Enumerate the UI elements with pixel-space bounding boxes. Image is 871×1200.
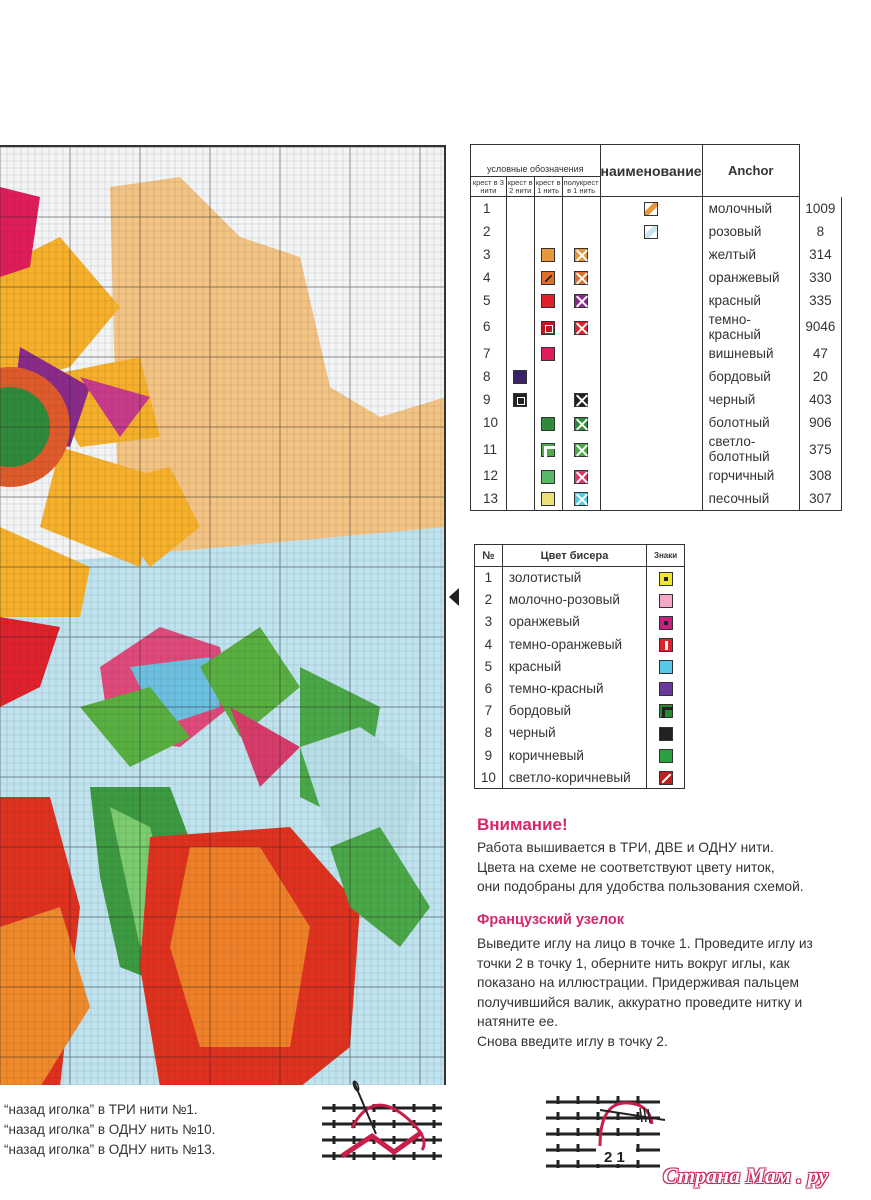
- bead-color-name: оранжевый: [502, 611, 646, 633]
- bead-sign-icon: [659, 616, 673, 630]
- bead-sign-cell: [647, 611, 685, 633]
- thread-number: 5: [471, 289, 507, 312]
- symbol-cell: [562, 487, 600, 510]
- anchor-column-header: Anchor: [702, 145, 799, 197]
- bead-sign-cell: [647, 766, 685, 788]
- anchor-number: 330: [799, 266, 841, 289]
- symbol-cell: [534, 487, 562, 510]
- bead-sign-cell: [647, 633, 685, 655]
- bead-row: [475, 744, 685, 766]
- bead-signs-header: Знаки: [647, 545, 685, 567]
- bead-number: 5: [475, 655, 503, 677]
- thread-name: оранжевый: [702, 266, 799, 289]
- symbol-cell: [534, 220, 562, 243]
- thread-name: горчичный: [702, 464, 799, 487]
- bead-color-name: коричневый: [502, 744, 646, 766]
- symbol-cell: [534, 342, 562, 365]
- bead-color-name: светло-коричневый: [502, 766, 646, 788]
- backstitch-diagram: [312, 1078, 452, 1178]
- text-line: они подобраны для удобства пользования схемой.: [477, 879, 804, 894]
- bead-number: 3: [475, 611, 503, 633]
- anchor-number: 307: [799, 487, 841, 510]
- anchor-number: 20: [799, 365, 841, 388]
- stitch-symbol-icon: [574, 492, 588, 506]
- bead-sign-cell: [647, 744, 685, 766]
- text-line: получившийся валик, аккуратно проведите нитку и: [477, 994, 803, 1010]
- anchor-number: 403: [799, 388, 841, 411]
- bead-sign-cell: [647, 589, 685, 611]
- thread-row: [471, 266, 842, 289]
- text-line: точки 2 в точку 1, оберните нить вокруг иглы, как: [477, 955, 790, 971]
- stitch-symbol-icon: [541, 417, 555, 431]
- bead-row: [475, 766, 685, 788]
- text-line: Работа вышивается в ТРИ, ДВЕ и ОДНУ нити.: [477, 840, 774, 855]
- bead-color-name: молочно-розовый: [502, 589, 646, 611]
- symbol-cell: [534, 388, 562, 411]
- thread-key-table: [470, 144, 842, 511]
- stitch-symbol-icon: [574, 271, 588, 285]
- thread-name: светло-болотный: [702, 434, 799, 464]
- symbol-cell: [506, 289, 534, 312]
- bead-number: 6: [475, 677, 503, 699]
- symbol-cell: [562, 388, 600, 411]
- symbol-cell: [562, 411, 600, 434]
- col-2-threads-header: крест в 2 нити: [507, 177, 533, 195]
- bead-row: [475, 677, 685, 699]
- symbol-cell: [562, 342, 600, 365]
- center-arrow-icon: [449, 588, 459, 606]
- stitch-symbol-icon: [574, 417, 588, 431]
- symbol-cell: [562, 197, 600, 220]
- stitch-symbol-icon: [541, 492, 555, 506]
- thread-number: 1: [471, 197, 507, 220]
- pattern-grid: [0, 147, 446, 1085]
- symbol-cell: [562, 434, 600, 464]
- symbol-cell: [600, 411, 702, 434]
- thread-name: красный: [702, 289, 799, 312]
- symbol-cell: [506, 197, 534, 220]
- bead-number: 2: [475, 589, 503, 611]
- thread-row: [471, 312, 842, 342]
- bead-row: [475, 655, 685, 677]
- bead-color-name: золотистый: [502, 567, 646, 589]
- stitch-symbol-icon: [541, 271, 555, 285]
- bead-sign-cell: [647, 722, 685, 744]
- anchor-number: 308: [799, 464, 841, 487]
- stitch-symbol-icon: [541, 248, 555, 262]
- bead-number: 4: [475, 633, 503, 655]
- anchor-number: 314: [799, 243, 841, 266]
- thread-row: [471, 197, 842, 220]
- thread-number: 4: [471, 266, 507, 289]
- symbol-cell: [506, 487, 534, 510]
- bead-sign-icon: [659, 660, 673, 674]
- bead-row: [475, 700, 685, 722]
- symbol-cell: [600, 243, 702, 266]
- bead-row: [475, 567, 685, 589]
- thread-number: 2: [471, 220, 507, 243]
- bead-sign-cell: [647, 567, 685, 589]
- bead-sign-cell: [647, 655, 685, 677]
- symbol-cell: [506, 434, 534, 464]
- symbol-cell: [506, 220, 534, 243]
- anchor-number: 8: [799, 220, 841, 243]
- bead-number: 8: [475, 722, 503, 744]
- bead-num-header: №: [475, 545, 503, 567]
- thread-name: розовый: [702, 220, 799, 243]
- attention-title: Внимание!: [477, 815, 568, 834]
- stitch-symbol-icon: [574, 294, 588, 308]
- anchor-number: 1009: [799, 197, 841, 220]
- text-line: Цвета на схеме не соответствуют цвету ниток,: [477, 859, 775, 875]
- symbol-cell: [600, 464, 702, 487]
- bead-row: [475, 722, 685, 744]
- thread-row: [471, 464, 842, 487]
- symbol-cell: [534, 464, 562, 487]
- bead-sign-icon: [659, 749, 673, 763]
- stitch-symbol-icon: [644, 225, 658, 239]
- bead-color-header: Цвет бисера: [502, 545, 646, 567]
- anchor-number: 47: [799, 342, 841, 365]
- stitch-symbol-icon: [541, 321, 555, 335]
- thread-name: темно-красный: [702, 312, 799, 342]
- bead-number: 7: [475, 700, 503, 722]
- symbol-cell: [534, 243, 562, 266]
- bead-color-name: бордовый: [502, 700, 646, 722]
- thread-row: [471, 487, 842, 510]
- text-line: показано на иллюстрации. Придерживая пальцем: [477, 975, 800, 990]
- symbol-cell: [506, 388, 534, 411]
- thread-name: молочный: [702, 197, 799, 220]
- symbol-cell: [534, 312, 562, 342]
- bead-key-table: [474, 544, 685, 789]
- thread-row: [471, 388, 842, 411]
- attention-text: [477, 838, 804, 897]
- french-knot-diagram-label: 2 1: [604, 1149, 625, 1166]
- bead-color-name: черный: [502, 722, 646, 744]
- backstitch-note: “назад иголка” в ОДНУ нить №10.: [4, 1122, 216, 1137]
- bead-sign-cell: [647, 677, 685, 699]
- bead-sign-icon: [659, 638, 673, 652]
- thread-number: 9: [471, 388, 507, 411]
- stitch-symbol-icon: [574, 393, 588, 407]
- text-line: натяните ее.: [477, 1014, 558, 1029]
- backstitch-note: “назад иголка” в ТРИ нити №1.: [4, 1102, 198, 1117]
- text-line: Снова введите иглу в точку 2.: [477, 1033, 668, 1049]
- french-knot-title: Французский узелок: [477, 912, 624, 928]
- symbol-cell: [562, 243, 600, 266]
- thread-number: 13: [471, 487, 507, 510]
- thread-name: желтый: [702, 243, 799, 266]
- symbol-cell: [506, 464, 534, 487]
- symbol-cell: [562, 266, 600, 289]
- symbol-cell: [534, 197, 562, 220]
- thread-number: 11: [471, 434, 507, 464]
- symbol-cell: [506, 312, 534, 342]
- thread-row: [471, 411, 842, 434]
- symbol-cell: [534, 289, 562, 312]
- cross-stitch-pattern: [0, 145, 446, 1085]
- symbol-cell: [600, 220, 702, 243]
- french-knot-text: [477, 934, 857, 1051]
- backstitch-note: “назад иголка” в ОДНУ нить №13.: [4, 1142, 216, 1157]
- symbol-cell: [562, 312, 600, 342]
- stitch-symbol-icon: [644, 202, 658, 216]
- col-half-cross-header: полукрест в 1 нить: [563, 177, 599, 195]
- anchor-number: 9046: [799, 312, 841, 342]
- symbols-group-header: условные обозначения: [471, 145, 601, 177]
- bead-sign-icon: [659, 704, 673, 718]
- symbol-cell: [506, 365, 534, 388]
- symbol-cell: [600, 388, 702, 411]
- thread-row: [471, 243, 842, 266]
- symbol-cell: [562, 220, 600, 243]
- symbol-cell: [600, 434, 702, 464]
- bead-sign-icon: [659, 572, 673, 586]
- thread-row: [471, 434, 842, 464]
- symbol-cell: [506, 411, 534, 434]
- thread-number: 8: [471, 365, 507, 388]
- stitch-symbol-icon: [541, 470, 555, 484]
- thread-name: песочный: [702, 487, 799, 510]
- symbol-cell: [600, 289, 702, 312]
- thread-number: 3: [471, 243, 507, 266]
- stitch-symbol-icon: [541, 443, 555, 457]
- bead-sign-icon: [659, 771, 673, 785]
- bead-row: [475, 589, 685, 611]
- symbol-cell: [600, 487, 702, 510]
- bead-sign-icon: [659, 682, 673, 696]
- backstitch-notes: [4, 1100, 215, 1160]
- symbol-cell: [534, 434, 562, 464]
- symbol-cell: [534, 266, 562, 289]
- symbol-cell: [534, 365, 562, 388]
- anchor-number: 906: [799, 411, 841, 434]
- text-line: Выведите иглу на лицо в точке 1. Проведите иглу из: [477, 936, 813, 951]
- thread-number: 6: [471, 312, 507, 342]
- site-watermark: Страна Мам . ру: [663, 1163, 829, 1188]
- symbol-cell: [506, 342, 534, 365]
- thread-name: черный: [702, 388, 799, 411]
- thread-name: вишневый: [702, 342, 799, 365]
- thread-row: [471, 289, 842, 312]
- stitch-symbol-icon: [513, 393, 527, 407]
- symbol-cell: [562, 289, 600, 312]
- anchor-number: 335: [799, 289, 841, 312]
- symbol-cell: [600, 197, 702, 220]
- stitch-symbol-icon: [574, 470, 588, 484]
- thread-row: [471, 342, 842, 365]
- symbol-cell: [562, 365, 600, 388]
- stitch-symbol-icon: [541, 347, 555, 361]
- thread-number: 12: [471, 464, 507, 487]
- stitch-symbol-icon: [574, 248, 588, 262]
- thread-row: [471, 220, 842, 243]
- stitch-symbol-icon: [574, 321, 588, 335]
- symbol-cell: [562, 464, 600, 487]
- bead-row: [475, 633, 685, 655]
- symbol-cell: [600, 266, 702, 289]
- bead-color-name: темно-оранжевый: [502, 633, 646, 655]
- bead-color-name: красный: [502, 655, 646, 677]
- thread-name: бордовый: [702, 365, 799, 388]
- bead-sign-cell: [647, 700, 685, 722]
- name-column-header: наименование: [600, 145, 702, 197]
- symbol-cell: [506, 243, 534, 266]
- bead-number: 10: [475, 766, 503, 788]
- thread-name: болотный: [702, 411, 799, 434]
- col-1-thread-header: крест в 1 нить: [535, 177, 561, 195]
- symbol-cell: [534, 411, 562, 434]
- stitch-symbol-icon: [513, 370, 527, 384]
- bead-row: [475, 611, 685, 633]
- thread-number: 10: [471, 411, 507, 434]
- bead-number: 9: [475, 744, 503, 766]
- thread-row: [471, 365, 842, 388]
- symbol-cell: [600, 342, 702, 365]
- bead-sign-icon: [659, 594, 673, 608]
- bead-number: 1: [475, 567, 503, 589]
- thread-number: 7: [471, 342, 507, 365]
- symbol-cell: [506, 266, 534, 289]
- bead-color-name: темно-красный: [502, 677, 646, 699]
- stitch-symbol-icon: [541, 294, 555, 308]
- stitch-symbol-icon: [574, 443, 588, 457]
- bead-sign-icon: [659, 727, 673, 741]
- anchor-number: 375: [799, 434, 841, 464]
- french-knot-diagram: [540, 1086, 665, 1181]
- col-3-threads-header: крест в 3 нити: [471, 177, 507, 197]
- symbol-cell: [600, 365, 702, 388]
- symbol-cell: [600, 312, 702, 342]
